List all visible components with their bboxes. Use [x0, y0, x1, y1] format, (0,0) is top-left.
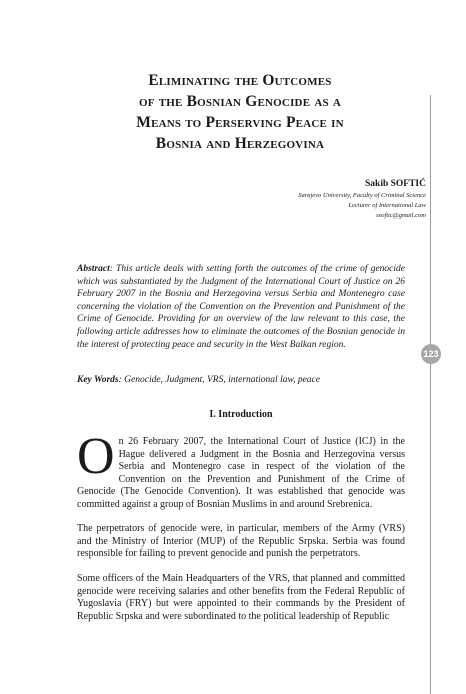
keywords-label: Key Words — [77, 375, 119, 385]
margin-rule — [430, 95, 431, 694]
abstract-label: Abstract — [77, 264, 110, 274]
abstract — [77, 263, 405, 351]
title-line-2: of the Bosnian Genocide as a — [138, 93, 341, 110]
author-block — [298, 178, 426, 221]
page-number-badge: 123 — [421, 344, 441, 364]
article-title — [60, 70, 420, 154]
keywords — [77, 374, 405, 387]
author-position: Lecturer of International Law — [348, 202, 426, 209]
author-email: ssoftic@gmail.com — [376, 212, 426, 219]
author-affiliation: Sarajevo University, Faculty of Criminal Science — [298, 192, 426, 199]
paragraph-3: Some officers of the Main Headquarters of the VRS, that planned and committed genocide were receiving salaries and other benefits from the Federal Republic of Yugoslavia (FRY) but were appointed to their commands by the President of Republic Srpska and were subordinated to the political leadership of Republic — [77, 573, 405, 622]
title-line-1: Eliminating the Outcomes — [148, 72, 332, 89]
section-heading: I. Introduction — [209, 409, 273, 420]
drop-cap: O — [77, 428, 115, 485]
paragraph-2: The perpetrators of genocide were, in particular, members of the Army (VRS) and the Ministry of Interior (MUP) of the Republic Srpska. Serbia was found responsible for failing to prevent genocide and punish the perpetrators. — [77, 523, 405, 560]
keywords-text: : Genocide, Judgment, VRS, international law, peace — [118, 375, 320, 385]
paragraph-1 — [77, 428, 405, 512]
abstract-text: : This article deals with setting forth the outcomes of the crime of genocide which was substantiated by the Judgment of the International Court of Justice on 26 February 2007 in the Bosnia and Herzegovina versus Serbia and Montenegro case concerning the violation of the Convention on the Prevention and Punishment of the Crime of Genocide. Providing for an overview of the law relevant to this case, the following article addresses how to eliminate the outcomes of the Bosnian genocide in the interest of protecting peace and security in the West Balkan region. — [77, 264, 405, 350]
paragraph-1-text: n 26 February 2007, the International Court of Justice (ICJ) in the Hague delivered a Judgment in the Bosnia and Herzegovina versus Serbia and Montenegro case in respect of the violation of the Convention on the Prevention and Punishment of the Crime of Genocide (The Genocide Convention). It was established that genocide was committed against a group of Bosnian Muslims in and around Srebrenica. — [77, 436, 405, 510]
title-line-3: Means to Perserving Peace in — [136, 114, 344, 131]
title-line-4: Bosnia and Herzegovina — [155, 135, 325, 152]
author-name: Sakib SOFTIĆ — [365, 179, 426, 189]
